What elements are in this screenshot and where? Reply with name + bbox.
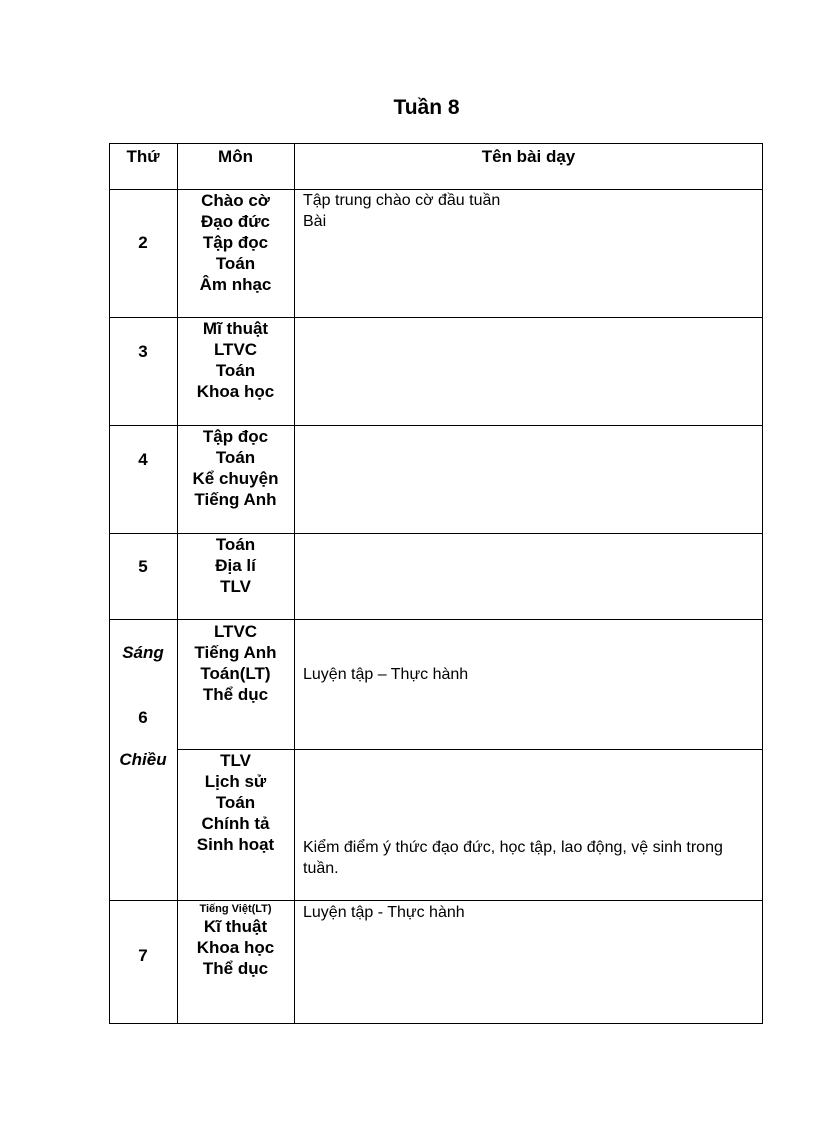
subject: Địa lí — [215, 556, 256, 575]
subject: Tập đọc — [202, 427, 269, 446]
row-divider — [109, 619, 763, 620]
subject: Kể chuyện — [192, 469, 279, 488]
subject: Toán(LT) — [200, 664, 271, 683]
subject: Toán — [215, 361, 256, 380]
subject: Mĩ thuật — [202, 319, 269, 338]
subject: LTVC — [213, 340, 258, 359]
lesson: Luyện tập – Thực hành — [303, 666, 469, 683]
subject-list — [177, 426, 294, 510]
subject: Tiếng Anh — [194, 490, 277, 509]
subject-list — [177, 190, 294, 295]
column-divider — [294, 143, 295, 1024]
subject: Khoa học — [196, 382, 275, 401]
lesson: Kiểm điểm ý thức đạo đức, học tập, lao động, vệ sinh trong tuần. — [303, 839, 723, 877]
lesson-list — [294, 902, 763, 923]
lesson: Luyện tập - Thực hành — [303, 904, 465, 921]
subject: Toán — [215, 448, 256, 467]
subject-list — [177, 903, 294, 979]
subject: Sinh hoạt — [196, 835, 275, 854]
subject: TLV — [220, 751, 251, 770]
day-label: 6 — [138, 708, 148, 727]
day-label: 5 — [138, 557, 148, 576]
lesson: Tập trung chào cờ đầu tuần — [303, 192, 501, 209]
subject: Chào cờ — [201, 191, 270, 210]
subject: Tiếng Việt(LT) — [199, 903, 272, 915]
subject-list — [177, 318, 294, 402]
subject-list — [177, 750, 294, 855]
subject: LTVC — [213, 622, 258, 641]
subject: Toán — [215, 535, 256, 554]
day-label: 2 — [138, 233, 148, 252]
subject: Toán — [215, 793, 256, 812]
day-label: 7 — [138, 946, 148, 965]
subject: Đạo đức — [201, 212, 270, 231]
day-label: 4 — [138, 450, 148, 469]
day-label: 3 — [138, 342, 148, 361]
page-title: Tuần 8 — [393, 96, 460, 119]
subject: Thể dục — [202, 959, 269, 978]
subject: Tiếng Anh — [194, 643, 277, 662]
subject: Âm nhạc — [199, 275, 272, 294]
subject: Khoa học — [196, 938, 275, 957]
subject: Chính tả — [201, 814, 270, 833]
subject: TLV — [220, 577, 251, 596]
header-thu: Thứ — [126, 147, 160, 166]
subject: Lịch sử — [204, 772, 267, 791]
subject: Tập đọc — [202, 233, 269, 252]
header-mon: Môn — [218, 147, 253, 166]
subject-list — [177, 534, 294, 597]
lesson-list — [294, 190, 763, 232]
subject: Kĩ thuật — [203, 917, 268, 936]
subject: Toán — [215, 254, 256, 273]
subject-list — [177, 621, 294, 705]
day-session-afternoon: Chiều — [119, 750, 167, 769]
header-ten-bai-day: Tên bài dạy — [481, 147, 576, 166]
subject: Thể dục — [202, 685, 269, 704]
row-divider — [109, 900, 763, 901]
lesson: Bài — [303, 213, 327, 230]
day-session-morning: Sáng — [122, 643, 164, 662]
